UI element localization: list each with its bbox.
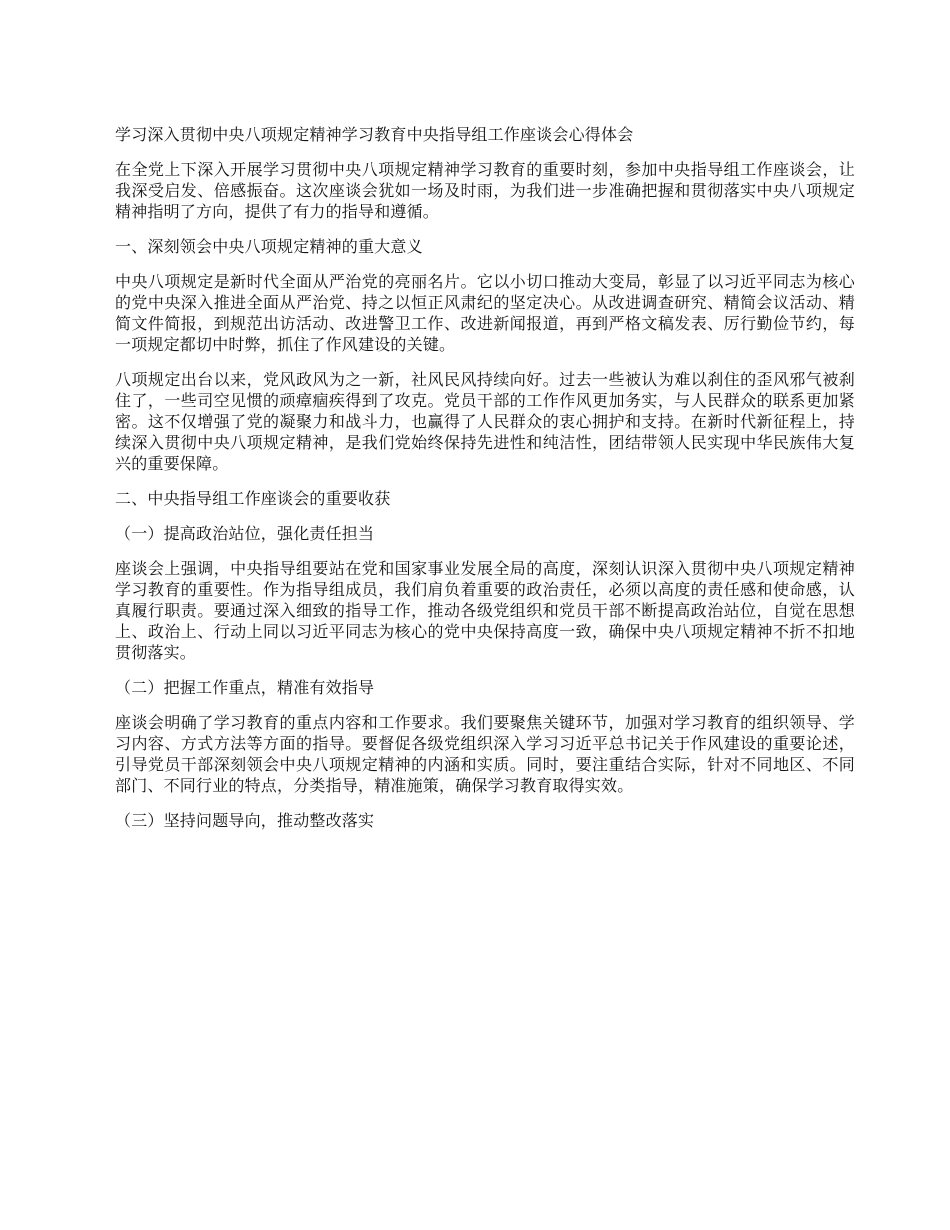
subsection-1-heading: （一）提高政治站位，强化责任担当 xyxy=(115,524,375,543)
section-1-paragraph-1: 中央八项规定是新时代全面从严治党的亮丽名片。它以小切口推动大变局，彰显了以习近平同志为核心的党中央深入推进全面从严治党、持之以恒正风肃纪的坚定决心。从改进调查研究、精简会议活动、精简文件简报，到规范出访活动、改进警卫工作、改进新闻报道，再到严格文稿发表、厉行勤俭节约，每一项规定都切中时弊，抓住了作风建设的关键。 xyxy=(115,272,855,354)
subsection-1-paragraph: 座谈会上强调，中央指导组要站在党和国家事业发展全局的高度，深刻认识深入贯彻中央八项规定精神学习教育的重要性。作为指导组成员，我们肩负着重要的政治责任，必须以高度的责任感和使命感，认真履行职责。要通过深入细致的指导工作，推动各级党组织和党员干部不断提高政治站位，自觉在思想上、政治上、行动上同以习近平同志为核心的党中央保持高度一致，确保中央八项规定精神不折不扣地贯彻落实。 xyxy=(115,559,855,662)
subsection-2-paragraph: 座谈会明确了学习教育的重点内容和工作要求。我们要聚焦关键环节，加强对学习教育的组织领导、学习内容、方式方法等方面的指导。要督促各级党组织深入学习习近平总书记关于作风建设的重要论述，引导党员干部深刻领会中央八项规定精神的内涵和实质。同时，要注重结合实际，针对不同地区、不同部门、不同行业的特点，分类指导，精准施策，确保学习教育取得实效。 xyxy=(115,713,855,795)
section-1-heading: 一、深刻领会中央八项规定精神的重大意义 xyxy=(115,237,423,256)
section-2-heading: 二、中央指导组工作座谈会的重要收获 xyxy=(115,489,391,508)
subsection-2-heading: （二）把握工作重点，精准有效指导 xyxy=(115,678,375,697)
document-body xyxy=(115,124,855,845)
subsection-3-heading: （三）坚持问题导向，推动整改落实 xyxy=(115,811,375,830)
document-title: 学习深入贯彻中央八项规定精神学习教育中央指导组工作座谈会心得体会 xyxy=(115,125,634,144)
intro-paragraph: 在全党上下深入开展学习贯彻中央八项规定精神学习教育的重要时刻，参加中央指导组工作座谈会，让我深受启发、倍感振奋。这次座谈会犹如一场及时雨，为我们进一步准确把握和贯彻落实中央八项规定精神指明了方向，提供了有力的指导和遵循。 xyxy=(115,160,855,221)
section-1-paragraph-2: 八项规定出台以来，党风政风为之一新，社风民风持续向好。过去一些被认为难以刹住的歪风邪气被刹住了，一些司空见惯的顽瘴痼疾得到了攻克。党员干部的工作作风更加务实，与人民群众的联系更加紧密。这不仅增强了党的凝聚力和战斗力，也赢得了人民群众的衷心拥护和支持。在新时代新征程上，持续深入贯彻中央八项规定精神，是我们党始终保持先进性和纯洁性，团结带领人民实现中华民族伟大复兴的重要保障。 xyxy=(115,370,855,473)
